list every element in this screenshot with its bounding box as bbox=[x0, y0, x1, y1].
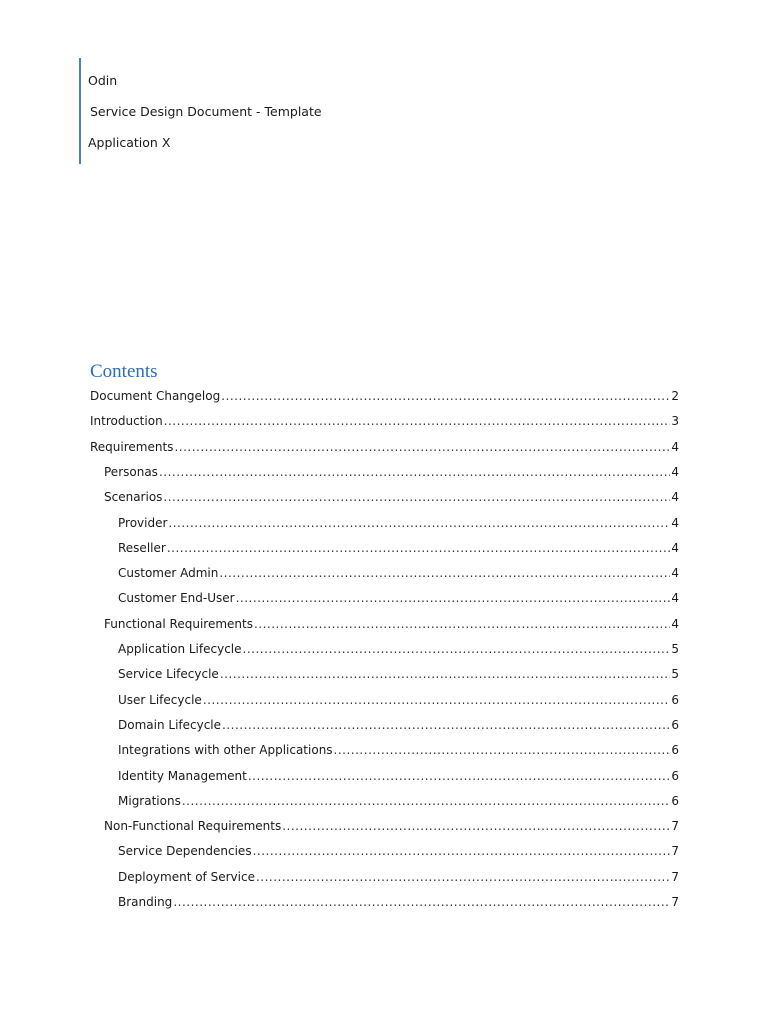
toc-entry[interactable] bbox=[104, 462, 679, 480]
toc-dot-leader bbox=[203, 692, 671, 708]
document-subtitle: Service Design Document - Template bbox=[90, 104, 322, 119]
toc-dot-leader bbox=[168, 515, 670, 531]
toc-dot-leader bbox=[254, 616, 670, 632]
toc-dot-leader bbox=[253, 843, 671, 859]
toc-entry[interactable] bbox=[118, 841, 679, 859]
toc-dot-leader bbox=[236, 590, 671, 606]
toc-dot-leader bbox=[164, 413, 671, 429]
toc-entry-title: Customer End-User bbox=[118, 591, 235, 605]
toc-heading: Contents bbox=[90, 361, 158, 382]
toc-dot-leader bbox=[222, 717, 670, 733]
toc-dot-leader bbox=[167, 540, 671, 556]
toc-entry[interactable] bbox=[104, 487, 679, 505]
toc-entry-page: 6 bbox=[671, 794, 679, 808]
toc-entry-page: 4 bbox=[671, 465, 679, 479]
toc-dot-leader bbox=[182, 793, 671, 809]
toc-entry-title: Reseller bbox=[118, 541, 166, 555]
toc-dot-leader bbox=[163, 489, 670, 505]
toc-entry-page: 4 bbox=[671, 516, 679, 530]
toc-entry[interactable] bbox=[104, 816, 679, 834]
toc-entry[interactable] bbox=[118, 715, 679, 733]
toc-dot-leader bbox=[248, 768, 671, 784]
toc-entry[interactable] bbox=[118, 513, 679, 531]
toc-entry[interactable] bbox=[118, 892, 679, 910]
toc-entry[interactable] bbox=[118, 563, 679, 581]
toc-entry-title: Branding bbox=[118, 895, 173, 909]
toc-entry[interactable] bbox=[118, 766, 679, 784]
toc-entry-title: Domain Lifecycle bbox=[118, 718, 222, 732]
toc-entry[interactable] bbox=[90, 411, 679, 429]
cover-block bbox=[79, 58, 381, 164]
toc-entry-title: Customer Admin bbox=[118, 566, 219, 580]
toc-entry-page: 6 bbox=[671, 743, 679, 757]
toc-entry-page: 7 bbox=[671, 844, 679, 858]
toc-entry-title: Application Lifecycle bbox=[118, 642, 242, 656]
toc-entry-page: 7 bbox=[671, 895, 679, 909]
toc-entry-title: Non-Functional Requirements bbox=[104, 819, 282, 833]
toc-entry-title: Deployment of Service bbox=[118, 870, 255, 884]
toc-entry-title: Identity Management bbox=[118, 769, 247, 783]
toc-entry-title: Introduction bbox=[90, 414, 163, 428]
toc-entry-title: Provider bbox=[118, 516, 168, 530]
toc-entry-title: Service Lifecycle bbox=[118, 667, 219, 681]
toc-entry[interactable] bbox=[118, 690, 679, 708]
toc-dot-leader bbox=[282, 818, 670, 834]
toc-entry[interactable] bbox=[104, 614, 679, 632]
toc-entry-page: 4 bbox=[671, 440, 679, 454]
toc-dot-leader bbox=[220, 666, 671, 682]
toc-dot-leader bbox=[174, 439, 670, 455]
toc-entry-title: Requirements bbox=[90, 440, 174, 454]
toc-entry-title: Integrations with other Applications bbox=[118, 743, 333, 757]
toc-entry-title: Document Changelog bbox=[90, 389, 221, 403]
toc-entry-page: 4 bbox=[671, 490, 679, 504]
toc-dot-leader bbox=[173, 894, 670, 910]
toc-entry-page: 7 bbox=[671, 870, 679, 884]
toc-entry-title: User Lifecycle bbox=[118, 693, 202, 707]
toc-entry[interactable] bbox=[118, 791, 679, 809]
toc-entry[interactable] bbox=[118, 664, 679, 682]
toc-entry[interactable] bbox=[118, 538, 679, 556]
toc-entry-title: Functional Requirements bbox=[104, 617, 253, 631]
toc-entry-title: Service Dependencies bbox=[118, 844, 252, 858]
toc-entry[interactable] bbox=[118, 588, 679, 606]
toc-entry-title: Migrations bbox=[118, 794, 181, 808]
toc-entry[interactable] bbox=[118, 867, 679, 885]
toc-entry-page: 4 bbox=[671, 566, 679, 580]
toc-entry[interactable] bbox=[90, 386, 679, 404]
toc-entry[interactable] bbox=[90, 437, 679, 455]
toc-dot-leader bbox=[221, 388, 670, 404]
toc-dot-leader bbox=[219, 565, 670, 581]
toc-entry-page: 5 bbox=[671, 667, 679, 681]
application-name: Application X bbox=[88, 135, 171, 150]
toc-entry-title: Personas bbox=[104, 465, 158, 479]
toc-entry-page: 7 bbox=[671, 819, 679, 833]
toc-entry-page: 2 bbox=[671, 389, 679, 403]
toc-entry-page: 6 bbox=[671, 693, 679, 707]
toc-entry[interactable] bbox=[118, 639, 679, 657]
toc-dot-leader bbox=[334, 742, 671, 758]
toc-entry-page: 5 bbox=[671, 642, 679, 656]
document-title: Odin bbox=[88, 73, 118, 88]
toc-entry[interactable] bbox=[118, 740, 679, 758]
toc-entry-page: 6 bbox=[671, 718, 679, 732]
toc-entry-page: 3 bbox=[671, 414, 679, 428]
toc-entry-page: 6 bbox=[671, 769, 679, 783]
toc-entry-page: 4 bbox=[671, 541, 679, 555]
toc-entry-title: Scenarios bbox=[104, 490, 163, 504]
toc-dot-leader bbox=[159, 464, 670, 480]
toc-dot-leader bbox=[256, 869, 670, 885]
toc-entry-page: 4 bbox=[671, 591, 679, 605]
toc-entry-page: 4 bbox=[671, 617, 679, 631]
toc-dot-leader bbox=[243, 641, 671, 657]
